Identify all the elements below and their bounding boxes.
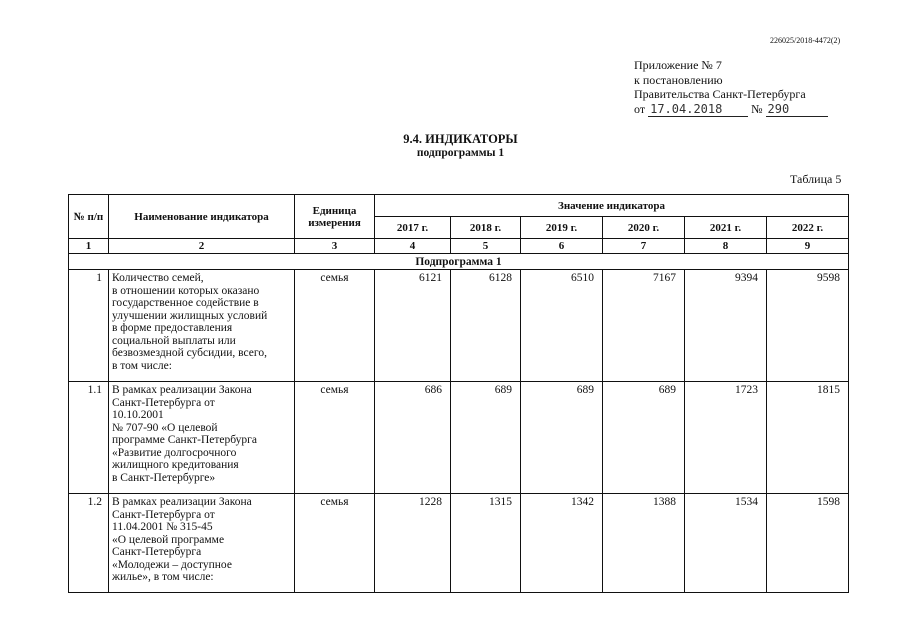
from-label: от <box>634 101 646 116</box>
header-unit: Единица измерения <box>295 195 375 239</box>
row-number: 1 <box>69 270 109 382</box>
name-line: в Санкт-Петербурге» <box>112 471 216 484</box>
header-value-group: Значение индикатора <box>375 195 849 217</box>
header-name: Наименование индикатора <box>109 195 295 239</box>
name-line: «Развитие долгосрочного <box>112 446 237 459</box>
name-line: 11.04.2001 № 315-45 <box>112 521 213 533</box>
unit-cell: семья <box>295 270 375 382</box>
value-cell: 1815 <box>767 382 849 494</box>
header-year: 2018 г. <box>451 217 521 239</box>
name-line: «О целевой программе <box>112 533 225 546</box>
value-cell: 1228 <box>375 494 451 593</box>
value-cell: 689 <box>451 382 521 494</box>
value-cell: 1723 <box>685 382 767 494</box>
value-cell: 7167 <box>603 270 685 382</box>
value-cell: 686 <box>375 382 451 494</box>
title-main: 9.4. ИНДИКАТОРЫ <box>403 132 518 146</box>
table-row <box>69 270 849 382</box>
appendix-date-line <box>634 102 828 118</box>
name-line: жилищного кредитования <box>112 459 239 471</box>
value-cell: 1534 <box>685 494 767 593</box>
name-line: безвозмездной субсидии, всего, <box>112 347 267 359</box>
row-number: 1.1 <box>69 382 109 494</box>
name-line: В рамках реализации Закона <box>112 384 252 396</box>
value-cell: 6128 <box>451 270 521 382</box>
indicator-name <box>109 270 295 382</box>
appendix-line-3: Правительства Санкт-Петербурга <box>634 87 806 101</box>
column-number: 2 <box>109 239 295 254</box>
column-number-row <box>69 239 849 254</box>
row-number: 1.2 <box>69 494 109 593</box>
name-line: Санкт-Петербурга <box>112 546 202 558</box>
table-row <box>69 494 849 593</box>
header-year: 2022 г. <box>767 217 849 239</box>
value-cell: 9598 <box>767 270 849 382</box>
column-number: 8 <box>685 239 767 254</box>
name-line: «Молодежи – доступное <box>112 558 232 571</box>
table-row <box>69 382 849 494</box>
appendix-line-2: к постановлению <box>634 72 723 87</box>
header-year: 2021 г. <box>685 217 767 239</box>
unit-cell: семья <box>295 494 375 593</box>
name-line: Санкт-Петербурга от <box>112 508 215 521</box>
value-cell: 6510 <box>521 270 603 382</box>
name-line: жилье», в том числе: <box>112 571 214 583</box>
appendix-line-1: Приложение № 7 <box>634 58 722 72</box>
name-line: В рамках реализации Закона <box>112 496 252 508</box>
column-number: 4 <box>375 239 451 254</box>
document-number: 226025/2018-4472(2) <box>770 36 841 45</box>
name-line: № 707-90 «О целевой <box>112 421 218 434</box>
value-cell: 1388 <box>603 494 685 593</box>
number-label: № <box>751 101 763 116</box>
indicator-name <box>109 382 295 494</box>
column-number: 1 <box>69 239 109 254</box>
header-year: 2019 г. <box>521 217 603 239</box>
indicator-name <box>109 494 295 593</box>
name-line: в форме предоставления <box>112 322 233 334</box>
name-line: Санкт-Петербурга от <box>112 396 215 409</box>
resolution-number: 290 <box>766 102 828 118</box>
indicators-table <box>68 194 849 593</box>
name-line: в отношении которых оказано <box>112 284 260 297</box>
appendix-block <box>634 58 828 117</box>
title-sub: подпрограммы 1 <box>416 147 505 159</box>
column-number: 9 <box>767 239 849 254</box>
name-line: программе Санкт-Петербурга <box>112 434 258 446</box>
column-number: 3 <box>295 239 375 254</box>
column-number: 6 <box>521 239 603 254</box>
column-number: 5 <box>451 239 521 254</box>
section-title <box>0 132 905 160</box>
subprogram-row <box>69 254 849 270</box>
name-line: в том числе: <box>112 359 172 372</box>
value-cell: 1342 <box>521 494 603 593</box>
column-number: 7 <box>603 239 685 254</box>
name-line: государственное содействие в <box>112 297 259 309</box>
value-cell: 689 <box>603 382 685 494</box>
name-line: улучшении жилищных условий <box>112 309 268 322</box>
value-cell: 689 <box>521 382 603 494</box>
value-cell: 6121 <box>375 270 451 382</box>
value-cell: 1598 <box>767 494 849 593</box>
subprogram-label: Подпрограмма 1 <box>69 254 849 270</box>
resolution-date: 17.04.2018 <box>648 102 748 118</box>
name-line: социальной выплаты или <box>112 334 236 347</box>
value-cell: 9394 <box>685 270 767 382</box>
header-year: 2017 г. <box>375 217 451 239</box>
table-label: Таблица 5 <box>790 172 842 186</box>
header-num: № п/п <box>69 195 109 239</box>
value-cell: 1315 <box>451 494 521 593</box>
name-line: 10.10.2001 <box>112 409 164 421</box>
unit-cell: семья <box>295 382 375 494</box>
header-year: 2020 г. <box>603 217 685 239</box>
name-line: Количество семей, <box>112 272 204 284</box>
